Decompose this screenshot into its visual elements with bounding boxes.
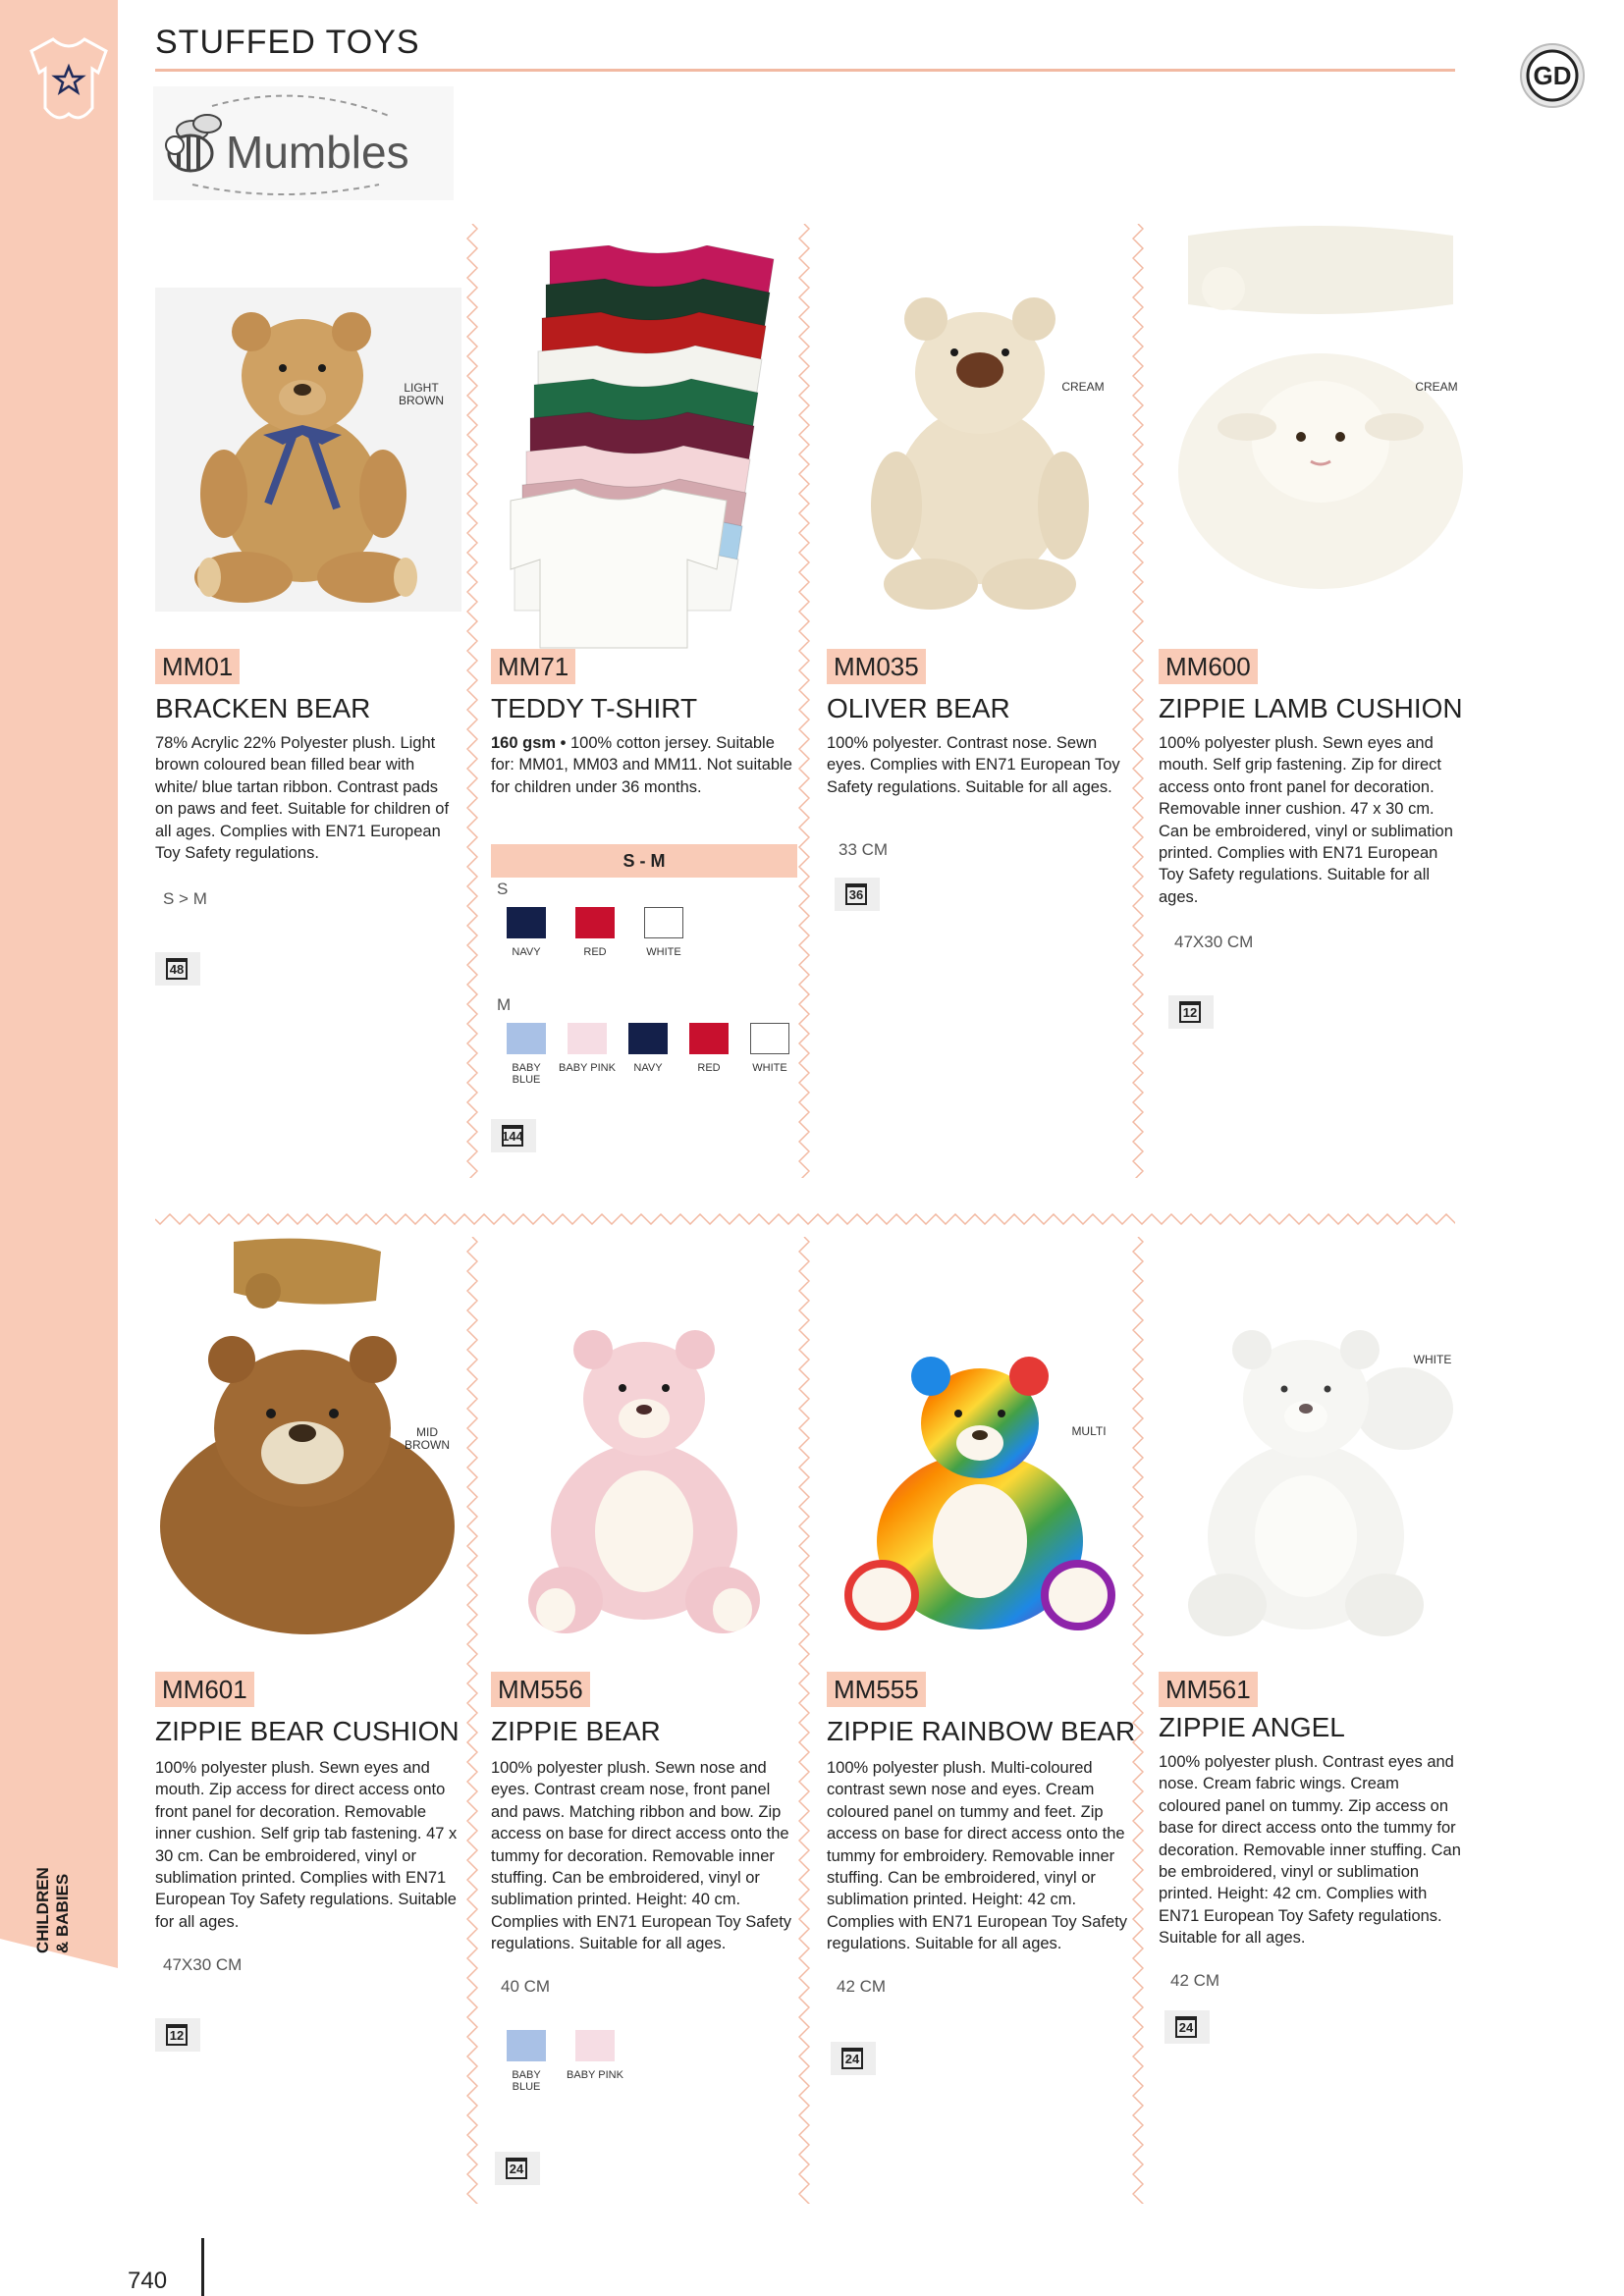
page-number: 740 bbox=[128, 2268, 168, 2294]
product-code: MM556 bbox=[491, 1672, 590, 1707]
colour-swatch-label: WHITE bbox=[646, 946, 681, 958]
product-size: 42 CM bbox=[837, 1977, 887, 1996]
product-name: ZIPPIE BEAR bbox=[491, 1716, 661, 1746]
pack-quantity: 24 bbox=[509, 2162, 524, 2176]
product-code: MM555 bbox=[827, 1672, 926, 1707]
footer-rule bbox=[201, 2238, 204, 2296]
zigzag-divider bbox=[798, 224, 810, 1178]
colour-swatch-label: WHITE bbox=[752, 1062, 787, 1074]
photo-color-label: LIGHT BROWN bbox=[399, 381, 444, 407]
colour-swatch[interactable] bbox=[750, 1023, 789, 1054]
colour-swatch[interactable] bbox=[507, 1023, 546, 1054]
colour-swatch-label: BABY PINK bbox=[559, 1062, 616, 1074]
pack-quantity: 24 bbox=[844, 2052, 860, 2066]
pack-quantity-icon bbox=[1168, 995, 1214, 1029]
product-size: 40 CM bbox=[501, 1977, 551, 1996]
colour-swatch-label: BABY BLUE bbox=[512, 2069, 541, 2093]
fabric-weight: 160 gsm • bbox=[491, 734, 567, 752]
pack-quantity-icon bbox=[831, 2042, 876, 2075]
product-photo-teddy-tshirt bbox=[491, 245, 797, 658]
product-code: MM600 bbox=[1159, 649, 1258, 684]
product-photo-oliver-bear bbox=[823, 280, 1129, 614]
product-name: ZIPPIE RAINBOW BEAR bbox=[827, 1716, 1136, 1746]
pack-quantity: 144 bbox=[502, 1129, 523, 1144]
zigzag-divider bbox=[155, 1213, 1455, 1225]
product-size: 42 CM bbox=[1170, 1971, 1220, 1990]
colour-swatch-label: NAVY bbox=[512, 946, 541, 958]
product-size: 47X30 CM bbox=[1174, 933, 1254, 951]
lamb-illustration bbox=[1159, 216, 1473, 609]
zigzag-divider bbox=[798, 1237, 810, 2204]
product-size: 47X30 CM bbox=[163, 1955, 243, 1974]
pack-quantity-icon bbox=[495, 2152, 540, 2185]
pack-quantity-icon bbox=[491, 1119, 536, 1152]
product-photo-zippie-angel bbox=[1159, 1310, 1473, 1644]
product-photo-zippie-lamb-cushion bbox=[1159, 216, 1473, 609]
product-photo-zippie-bear-cushion bbox=[155, 1232, 461, 1654]
colour-swatch-label: RED bbox=[583, 946, 607, 958]
product-code: MM035 bbox=[827, 649, 926, 684]
zigzag-divider bbox=[466, 224, 478, 1178]
pack-quantity: 24 bbox=[1178, 2020, 1194, 2035]
pack-quantity: 12 bbox=[1182, 1005, 1198, 1020]
bear-illustration bbox=[487, 1315, 793, 1649]
product-code: MM71 bbox=[491, 649, 575, 684]
colour-swatch[interactable] bbox=[507, 907, 546, 938]
product-description: 100% polyester plush. Multi-coloured contrast sewn nose and eyes. Cream coloured panel on tummy and feet. Zip access on base for direct access onto the tummy for embroidery. Removable inner stuffing. Can be embroidered, vinyl or sublimation printed. Height: 42 cm. Complies with EN71 European Toy Safety regulations. Suitable for all ages. bbox=[827, 1759, 1128, 1953]
pack-quantity-icon bbox=[1164, 2010, 1210, 2044]
product-description: 100% polyester. Contrast nose. Sewn eyes. Complies with EN71 European Toy Safety regulations. Suitable for all ages. bbox=[827, 734, 1120, 796]
photo-color-label: MULTI bbox=[1071, 1424, 1107, 1438]
section-label bbox=[29, 1867, 88, 1953]
colour-swatch[interactable] bbox=[644, 907, 683, 938]
brand-logo bbox=[153, 86, 454, 200]
brand-name: Mumbles bbox=[226, 127, 409, 178]
product-name: TEDDY T-SHIRT bbox=[491, 693, 698, 723]
product-photo-zippie-bear bbox=[487, 1315, 793, 1649]
photo-color-label: WHITE bbox=[1413, 1353, 1452, 1366]
sidebar bbox=[0, 0, 118, 1968]
product-description: 100% polyester plush. Sewn eyes and mouth. Self grip fastening. Zip for direct access onto front panel for decoration. Removable inner cushion. 47 x 30 cm. Can be embroidered, vinyl or sublimation printed. Complies with EN71 European Toy Safety regulations. Suitable for all ages. bbox=[1159, 734, 1453, 906]
pack-quantity: 36 bbox=[848, 887, 864, 902]
size-range-header: S - M bbox=[491, 844, 797, 878]
photo-color-label: CREAM bbox=[1415, 380, 1458, 394]
colour-swatch[interactable] bbox=[575, 2030, 615, 2061]
pack-quantity-icon bbox=[155, 2018, 200, 2052]
bear-illustration bbox=[155, 288, 461, 612]
product-description: 100% polyester plush. Sewn eyes and mouth. Zip access for direct access onto front panel for decoration. Removable inner cushion. Self grip tab fastening. 47 x 30 cm. Can be embroidered, vinyl or sublimation printed. Complies with EN71 European Toy Safety regulations. Suitable for all ages. bbox=[155, 1759, 458, 1931]
product-description: 100% polyester plush. Contrast eyes and nose. Cream fabric wings. Cream coloured panel on tummy. Zip access on base for direct access onto the tummy for decoration. Removable inner stuffing. Can be embroidered, vinyl or sublimation printed. Height: 42 cm. Complies with EN71 European Toy Safety regulations. Suitable for all ages. bbox=[1159, 1753, 1461, 1948]
tshirt-stack-illustration bbox=[491, 245, 797, 658]
rainbow-bear-illustration bbox=[823, 1345, 1137, 1649]
zigzag-divider bbox=[466, 1237, 478, 2204]
photo-color-label: MID BROWN bbox=[405, 1425, 450, 1452]
section-label-line1: CHILDREN bbox=[33, 1867, 52, 1953]
size-row-label-s: S bbox=[497, 880, 509, 898]
product-name: ZIPPIE LAMB CUSHION bbox=[1159, 693, 1463, 723]
svg-text:GD: GD bbox=[1533, 61, 1572, 90]
bear-illustration bbox=[823, 280, 1129, 614]
product-name: BRACKEN BEAR bbox=[155, 693, 371, 723]
zigzag-divider bbox=[1132, 224, 1144, 1178]
colour-swatch[interactable] bbox=[507, 2030, 546, 2061]
colour-swatch[interactable] bbox=[689, 1023, 729, 1054]
product-name: ZIPPIE BEAR CUSHION bbox=[155, 1716, 460, 1746]
product-code: MM561 bbox=[1159, 1672, 1258, 1707]
product-name: ZIPPIE ANGEL bbox=[1159, 1712, 1345, 1742]
colour-swatch[interactable] bbox=[628, 1023, 668, 1054]
header-rule bbox=[155, 69, 1455, 72]
description-text: 100% cotton jersey. Suitable for: MM01, MM03 and MM11. Not suitable for children under 36 months. bbox=[491, 734, 792, 796]
gd-logo-icon bbox=[1518, 41, 1587, 110]
product-size: 33 CM bbox=[839, 840, 889, 859]
section-label-line2: & BABIES bbox=[53, 1873, 72, 1953]
product-code: MM01 bbox=[155, 649, 240, 684]
colour-swatch[interactable] bbox=[568, 1023, 607, 1054]
product-description: 100% polyester plush. Sewn nose and eyes. Contrast cream nose, front panel and paws. Matching ribbon and bow. Zip access on base for direct access onto the tummy for decoration. Removable inner stuffing. Can be embroidered, vinyl or sublimation printed. Height: 40 cm. Complies with EN71 European Toy Safety regulations. Suitable for all ages. bbox=[491, 1759, 792, 1953]
product-name: OLIVER BEAR bbox=[827, 693, 1010, 723]
product-photo-zippie-rainbow-bear bbox=[823, 1345, 1137, 1649]
product-description bbox=[491, 732, 795, 798]
baby-onesie-icon bbox=[24, 33, 114, 128]
product-photo-bracken-bear bbox=[155, 288, 461, 612]
product-size: S > M bbox=[163, 889, 207, 908]
colour-swatch-label: BABY PINK bbox=[567, 2069, 623, 2081]
pack-quantity-icon bbox=[155, 952, 200, 986]
product-code: MM601 bbox=[155, 1672, 254, 1707]
colour-swatch-label: NAVY bbox=[633, 1062, 663, 1074]
size-row-label-m: M bbox=[497, 995, 512, 1014]
pack-quantity-icon bbox=[835, 878, 880, 911]
photo-color-label: CREAM bbox=[1061, 380, 1105, 394]
pack-quantity: 12 bbox=[169, 2028, 185, 2043]
page-title: STUFFED TOYS bbox=[155, 24, 420, 61]
colour-swatch-label: BABY BLUE bbox=[512, 1062, 541, 1086]
product-description: 78% Acrylic 22% Polyester plush. Light brown coloured bean filled bear with white/ blue tartan ribbon. Contrast pads on paws and feet. Suitable for children of all ages. Complies with EN71 European Toy Safety regulations. bbox=[155, 734, 450, 863]
colour-swatch[interactable] bbox=[575, 907, 615, 938]
colour-swatch-label: RED bbox=[697, 1062, 721, 1074]
pack-quantity: 48 bbox=[169, 962, 185, 977]
